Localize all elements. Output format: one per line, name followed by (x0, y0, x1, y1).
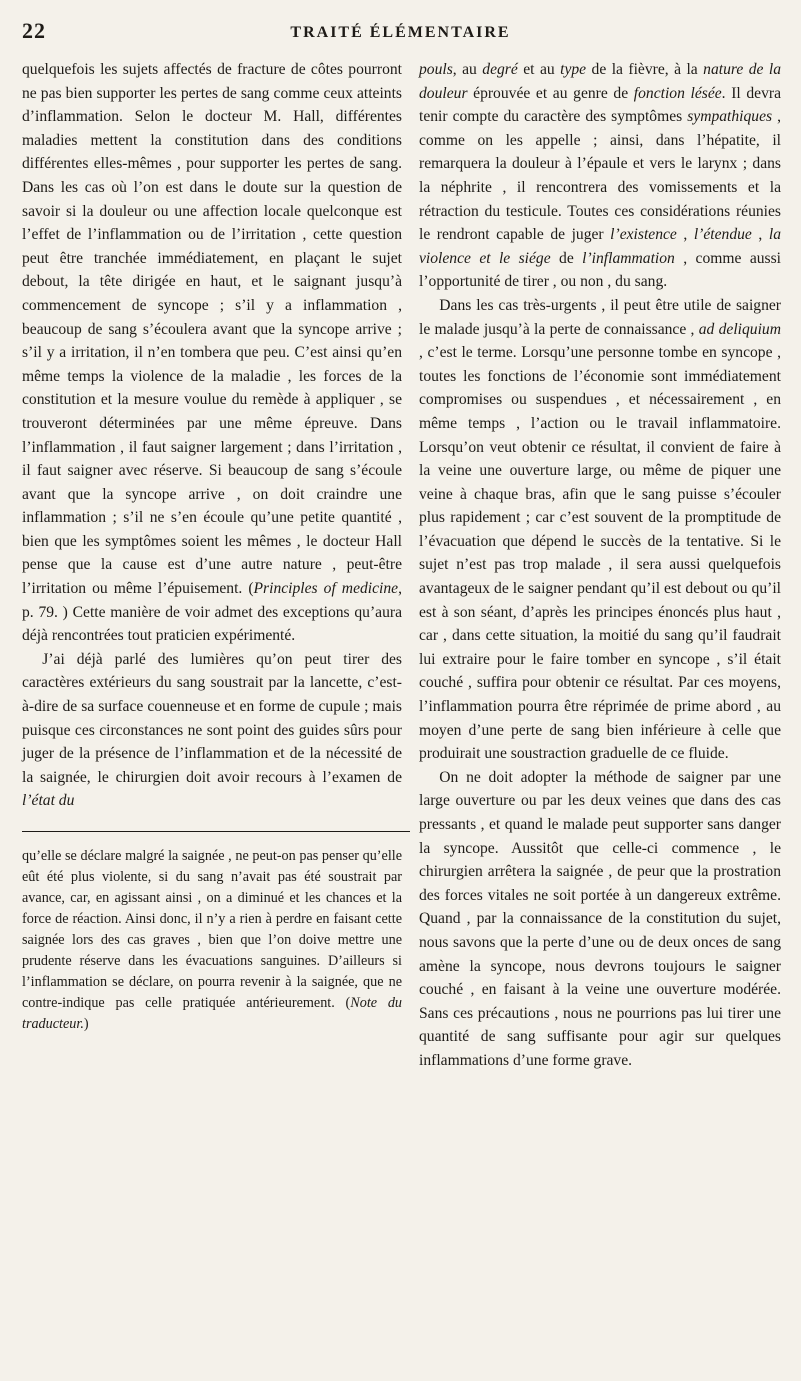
right-paragraph-1 (419, 58, 781, 294)
italic-term: pouls (419, 61, 453, 78)
text-run: , comme on les appelle ; ainsi, dans l’hépatite, il remarquera la douleur à l’épaule et vers le larynx ; dans la néphrite , il rencontrera des vomissements et la rétraction du testicule. Toutes ces considérations réunies le rendront capable de juger (419, 108, 782, 244)
footnote-rule (22, 831, 410, 832)
right-paragraph-3: On ne doit adopter la méthode de saigner par une large ouverture ou par les deux veines que dans des cas pressants , et quand le malade peut supporter sans danger la syncope. Aussitôt que celle-ci commence , le chirurgien arrêtera la saignée , de peur que la prostration des forces vitales ne soit portée à un dangereux extrême. Quand , par la connaissance de la constitution du sujet, nous savons que la perte d’une ou de deux onces de sang amène la syncope, nous devrons toujours le saigner couché , en faisant à la veine une ouverture modérée. Sans ces précautions , nous ne pourrions pas lui tirer une quantité de sang suffisante pour agir sur quelques inflammations d’une forme grave. (419, 768, 781, 1069)
footnote (22, 846, 402, 1035)
italic-term: fonction lésée (633, 84, 722, 102)
text-run: éprouvée et au genre de (467, 84, 634, 102)
text-run: , (676, 226, 694, 244)
italic-term: l’étendue (693, 226, 752, 244)
right-column (419, 58, 781, 1073)
text-run: J’ai déjà parlé des lumières qu’on peut tirer des caractères extérieurs du sang soustrait par la lancette, c’est-à-dire de sa surface couenneuse et en forme de cupule ; mais puisque ces circonstances ne sont point des guides sûrs pour juger de la présence de l’inflammation et de la nécessité de la saignée, le chirurgien doit avoir recours à l’examen de (22, 650, 402, 786)
text-run: , c’est le terme. Lorsqu’une personne tombe en syncope , toutes les fonctions de l’économie sont immédiatement compromises ou suspendues , et nécessairement , en même temps , l’action ou le travail inflammatoire. Lorsqu’on veut obtenir ce résultat, il convient de faire à la veine une ouverture large, ou même de piquer une veine à chaque bras, afin que le sang puisse s’écouler plus rapidement ; car c’est souvent de la promptitude de l’évacuation que dépend le succès de la tentative. Si le sujet n’est pas trop malade , il sera aussi quelquefois avantageux de le saigner pendant qu’il est debout ou qu’il est à son séant, d’après les principes énoncés plus haut , car , dans cette situation, la moitié du sang qu’il faudrait lui extraire pour le faire tomber en syncope , s’il était couché , suffira pour obtenir ce résultat. Par ces moyens, l’inflammation pourra être réprimée de prime abord , au moyen d’une perte de sang bien inférieure à celle que produirait une soustraction graduelle de ce fluide. (419, 344, 781, 763)
text-run: et au (517, 61, 561, 78)
text-run: , comme aussi l’opportunité de tirer , ou non , du sang. (419, 249, 782, 291)
italic-term: ad deliquium (698, 320, 781, 338)
italic-term: la violence et le siége (419, 226, 781, 267)
footnote-attribution: Note du traducteur. (22, 995, 403, 1032)
text-run: , (751, 226, 769, 244)
italic-term: nature de la douleur (419, 61, 782, 102)
page-number: 22 (22, 18, 46, 43)
text-run: , au (452, 61, 483, 78)
italic-term: l’inflammation (582, 249, 675, 267)
italic-term: l’état du (22, 792, 75, 810)
citation-title: Principles of medicine (253, 580, 399, 598)
left-paragraph-2 (22, 648, 402, 813)
text-run: ) (83, 1016, 89, 1032)
page-header (18, 14, 783, 54)
text-run: quelquefois les sujets affectés de fracture de côtes pourront ne pas bien supporter les pertes de sang comme ceux atteints d’inflammation. Selon le docteur M. Hall, différentes maladies mettent la constitution dans des conditions différentes elles-mêmes , pour supporter les pertes de sang. Dans les cas où l’on est dans le doute sur la question de savoir si la douleur ou une affection locale quelconque est l’effet de l’inflammation ou de l’irritation , cette question peut être tranchée immédiatement, en plaçant le sujet debout, la tête dirigée en haut, et le saignant jusqu’à commencement de syncope ; s’il y a inflammation , beaucoup de sang s’écoulera avant que la syncope arrive ; s’il y a irritation, il n’en tombera que peu. C’est ainsi qu’en même temps la violence de la maladie , les forces de la constitution et la mesure voulue du remède à appliquer , se trouveront déterminées par une même épreuve. Dans l’inflammation , il faut saigner largement ; dans l’irritation , il faut saigner avec réserve. Si beaucoup de sang s’écoule avant que la syncope arrive , on doit craindre une inflammation ; s’il ne s’en écoule qu’une petite quantité , bien que les symptômes soient les mêmes , le docteur Hall pense que la cause est d’une autre nature , peut-être l’irritation ou même l’épuisement. ( (22, 61, 402, 598)
text-run: . Il devra tenir compte du caractère des symptômes (419, 84, 781, 126)
left-column (22, 58, 402, 1035)
footnote-text (22, 846, 402, 1035)
italic-term: degré (482, 61, 518, 78)
text-run: de (550, 249, 583, 267)
text-run: de la fièvre, à la (586, 61, 704, 78)
right-paragraph-2 (419, 294, 781, 766)
text-run: Dans les cas très-urgents , il peut être utile de saigner le malade jusqu’à la perte de connaissance , (419, 296, 781, 338)
italic-term: sympathiques (687, 108, 773, 126)
text-run: , p. 79. ) Cette manière de voir admet des exceptions qu’aura déjà rencontrées tout praticien expérimenté. (22, 580, 402, 645)
italic-term: l’existence (610, 226, 677, 244)
text-run: qu’elle se déclare malgré la saignée , ne peut-on pas penser qu’elle eût été plus violente, si du sang n’avait pas été soustrait par avance, car, en agissant ainsi , on a diminué et les chances et la force de réaction. Ainsi donc, il n’y a rien à perdre en faisant cette saignée lors des cas graves , bien que l’on doive mettre une prudente réserve dans les évacuations sanguines. D’ailleurs si l’inflammation se déclare, on pourra revenir à la saignée, que ne contre-indique pas celle pratiquée antérieurement. ( (22, 848, 402, 1011)
italic-term: type (560, 61, 587, 78)
running-head: TRAITÉ ÉLÉMENTAIRE (290, 24, 511, 41)
left-paragraph-1 (22, 58, 402, 648)
